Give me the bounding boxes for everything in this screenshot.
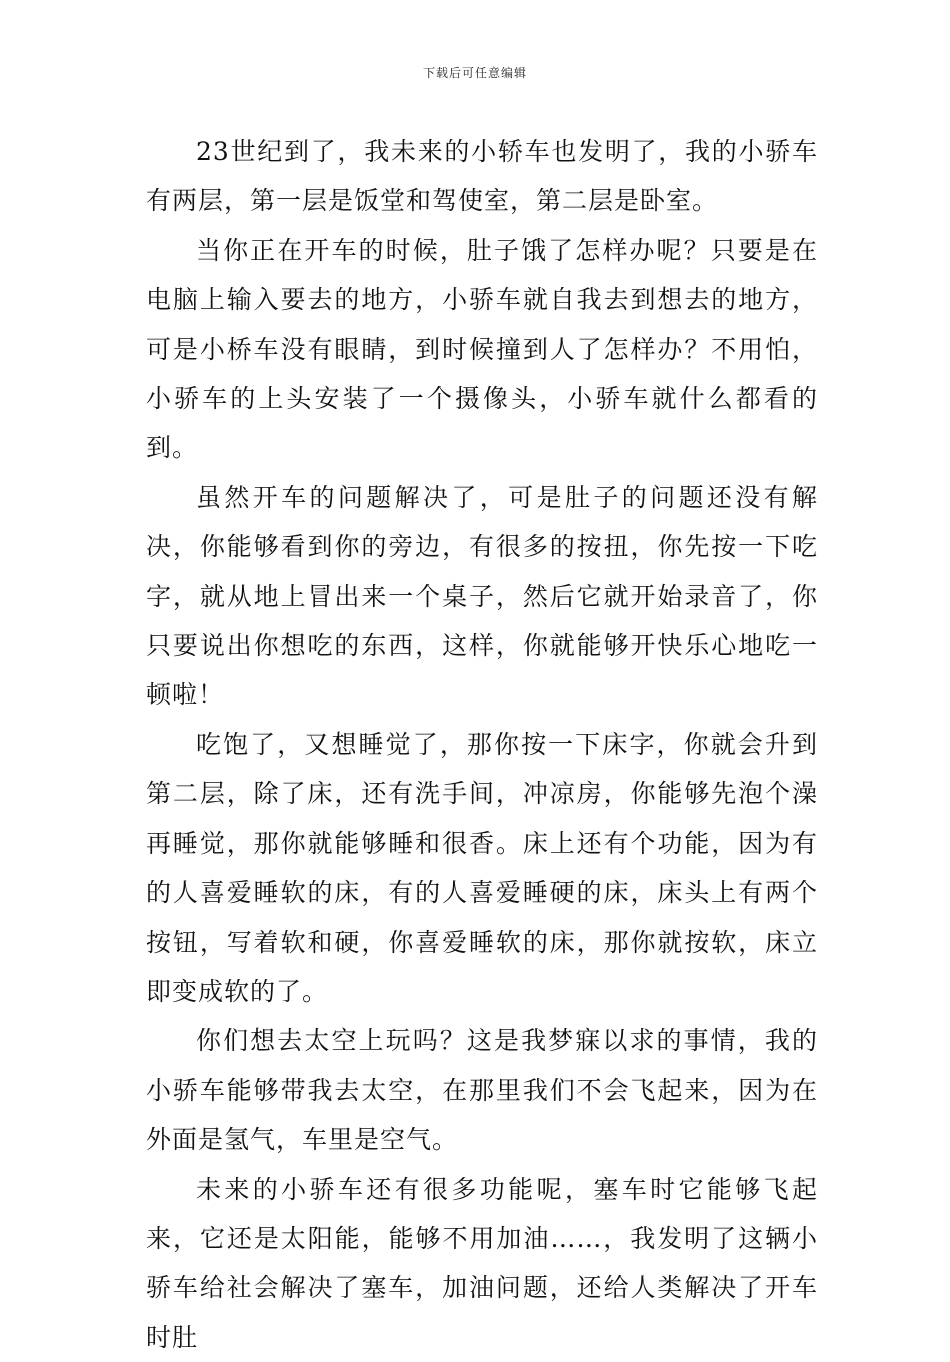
page-header: 下载后可任意编辑	[422, 66, 527, 80]
paragraph-2: 当你正在开车的时候，肚子饿了怎样办呢？只要是在电脑上输入要去的地方，小骄车就自我去到想去的地方，可是小桥车没有眼睛，到时候撞到人了怎样办？不用怕，小骄车的上头安装了一个摄像头，小骄车就什么都看的到。	[146, 235, 818, 463]
paragraph-5: 你们想去太空上玩吗？这是我梦寐以求的事情，我的小骄车能够带我去太空，在那里我们不会飞起来，因为在外面是氢气，车里是空气。	[146, 1026, 818, 1155]
paragraph-4: 吃饱了，又想睡觉了，那你按一下床字，你就会升到第二层，除了床，还有洗手间，冲凉房，你能够先泡个澡再睡觉，那你就能够睡和很香。床上还有个功能，因为有的人喜爱睡软的床，有的人喜爱睡硬的床，床头上有两个按钮，写着软和硬，你喜爱睡软的床，那你就按软，床立即变成软的了。	[146, 729, 818, 1006]
document-body	[146, 127, 818, 1362]
paragraph-1: 23世纪到了，我未来的小轿车也发明了，我的小骄车有两层，第一层是饭堂和驾使室，第二层是卧室。	[146, 137, 818, 216]
paragraph-3: 虽然开车的问题解决了，可是肚子的问题还没有解决，你能够看到你的旁边，有很多的按扭，你先按一下吃字，就从地上冒出来一个桌子，然后它就开始录音了，你只要说出你想吃的东西，这样，你就能够开快乐心地吃一顿啦！	[146, 482, 818, 710]
paragraph-6: 未来的小骄车还有很多功能呢，塞车时它能够飞起来，它还是太阳能，能够不用加油……，我发明了这辆小骄车给社会解决了塞车，加油问题，还给人类解决了开车时肚	[146, 1174, 818, 1352]
